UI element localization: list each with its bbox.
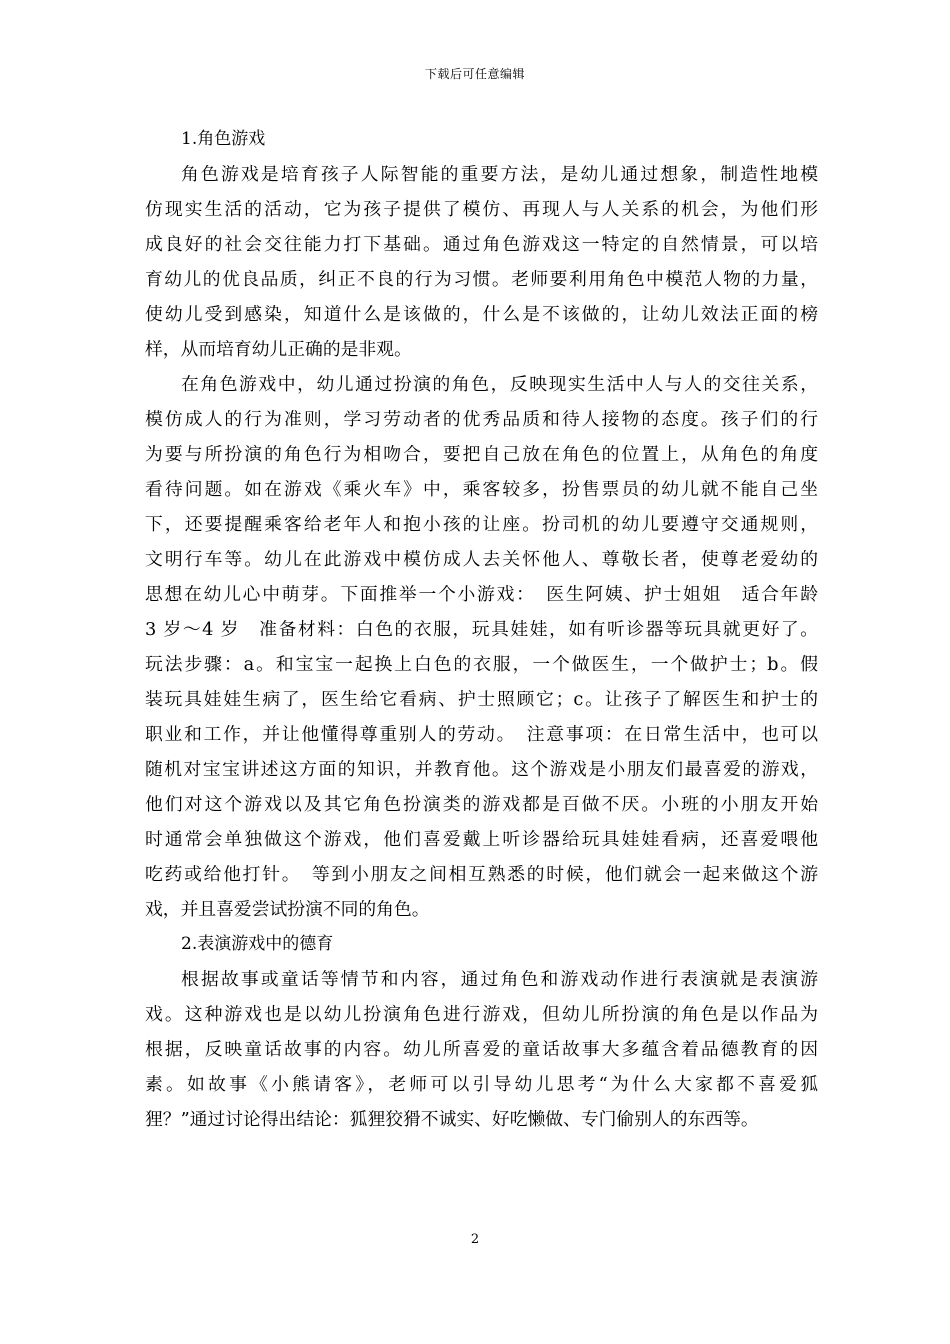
text-line: 仿现实生活的活动，它为孩子提供了模仿、再现人与人关系的机会，为他们形 [145, 199, 818, 220]
paragraph-role-play-intro [145, 157, 818, 367]
text-line: 下，还要提醒乘客给老年人和抱小孩的让座。扮司机的幼儿要遵守交通规则， [145, 514, 818, 535]
text-line: 3 岁～4 岁 准备材料：白色的衣服，玩具娃娃，如有听诊器等玩具就更好了。 [145, 619, 818, 640]
text-line: 玩法步骤：a。和宝宝一起换上白色的衣服，一个做医生，一个做护士；b。假 [145, 654, 818, 675]
text-line: 育幼儿的优良品质，纠正不良的行为习惯。老师要利用角色中模范人物的力量， [145, 269, 818, 290]
section-heading-role-play: 1.角色游戏 [181, 129, 266, 149]
text-line: 素。如故事《小熊请客》，老师可以引导幼儿思考“为什么大家都不喜爱狐 [145, 1074, 818, 1095]
text-line: 根据，反映童话故事的内容。幼儿所喜爱的童话故事大多蕴含着品德教育的因 [145, 1039, 818, 1060]
text-line: 根据故事或童话等情节和内容，通过角色和游戏动作进行表演就是表演游 [181, 969, 818, 990]
text-line: 角色游戏是培育孩子人际智能的重要方法，是幼儿通过想象，制造性地模 [181, 164, 818, 185]
text-line: 随机对宝宝讲述这方面的知识，并教育他。这个游戏是小朋友们最喜爱的游戏， [145, 759, 818, 780]
text-line: 使幼儿受到感染，知道什么是该做的，什么是不该做的，让幼儿效法正面的榜 [145, 304, 818, 325]
text-line: 时通常会单独做这个游戏，他们喜爱戴上听诊器给玩具娃娃看病，还喜爱喂他 [145, 829, 818, 850]
page-header: 下载后可任意编辑 [424, 67, 525, 81]
text-line: 为要与所扮演的角色行为相吻合，要把自己放在角色的位置上，从角色的角度 [145, 444, 818, 465]
text-line: 装玩具娃娃生病了，医生给它看病、护士照顾它；c。让孩子了解医生和护士的 [145, 689, 818, 710]
text-line: 模仿成人的行为准则，学习劳动者的优秀品质和待人接物的态度。孩子们的行 [145, 409, 818, 430]
section-heading-performance-play: 2.表演游戏中的德育 [181, 934, 334, 954]
text-line: 思想在幼儿心中萌芽。下面推举一个小游戏： 医生阿姨、护士姐姐 适合年龄 [145, 584, 818, 605]
text-line: 职业和工作，并让他懂得尊重别人的劳动。 注意事项：在日常生活中，也可以 [145, 724, 818, 745]
text-line: 成良好的社会交往能力打下基础。通过角色游戏这一特定的自然情景，可以培 [145, 234, 818, 255]
paragraph-role-play-detail [145, 367, 818, 927]
text-line: 戏，并且喜爱尝试扮演不同的角色。 [145, 899, 430, 920]
text-line: 戏。这种游戏也是以幼儿扮演角色进行游戏，但幼儿所扮演的角色是以作品为 [145, 1004, 818, 1025]
page-number: 2 [470, 1232, 480, 1247]
text-line: 吃药或给他打针。 等到小朋友之间相互熟悉的时候，他们就会一起来做这个游 [145, 864, 818, 885]
text-line: 狸？”通过讨论得出结论：狐狸狡猾不诚实、好吃懒做、专门偷别人的东西等。 [145, 1109, 759, 1130]
paragraph-performance-play [145, 962, 818, 1137]
text-line: 文明行车等。幼儿在此游戏中模仿成人去关怀他人、尊敬长者，使尊老爱幼的 [145, 549, 818, 570]
text-line: 在角色游戏中，幼儿通过扮演的角色，反映现实生活中人与人的交往关系， [181, 374, 818, 395]
text-line: 样，从而培育幼儿正确的是非观。 [145, 339, 412, 360]
text-line: 他们对这个游戏以及其它角色扮演类的游戏都是百做不厌。小班的小朋友开始 [145, 794, 818, 815]
text-line: 看待问题。如在游戏《乘火车》中，乘客较多，扮售票员的幼儿就不能自己坐 [145, 479, 818, 500]
document-body [145, 122, 818, 1137]
